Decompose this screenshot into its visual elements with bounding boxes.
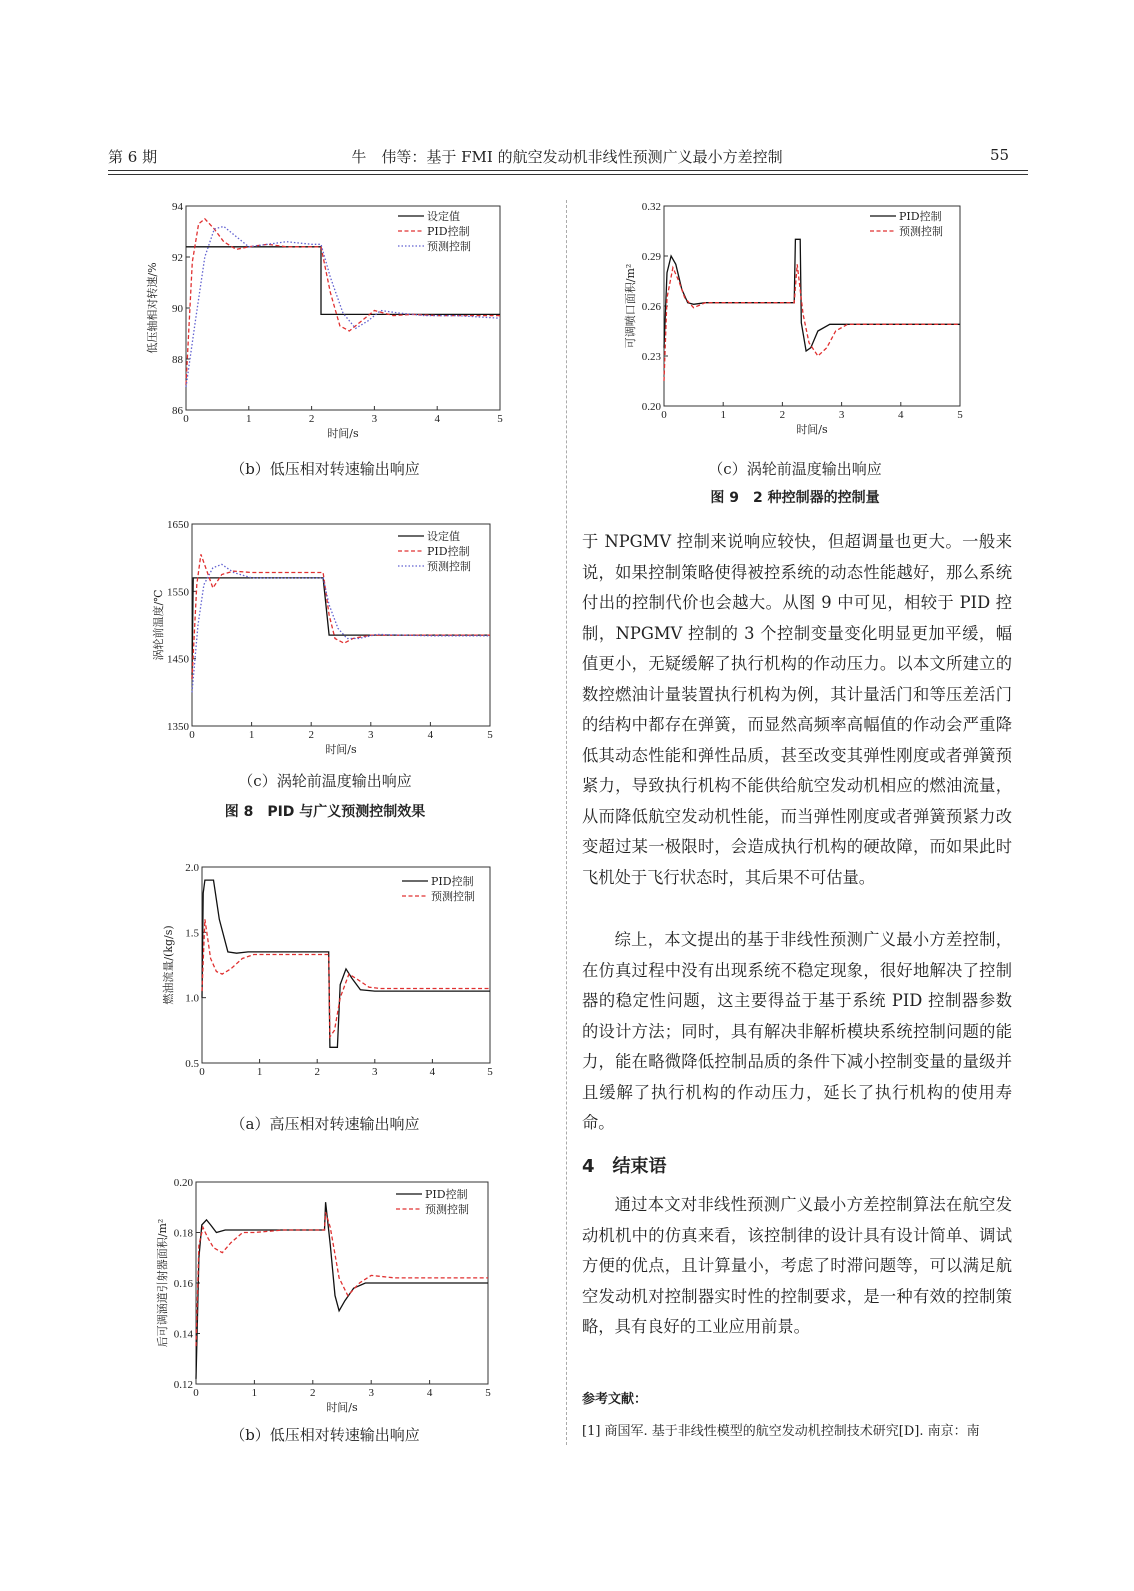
figure-8b-low-pressure-speed	[140, 196, 510, 446]
figure-9a-fuel-flow	[150, 857, 510, 1085]
figure-9a-caption: （a）高压相对转速输出响应	[230, 1115, 420, 1133]
y-tick-label: 0.5	[185, 1058, 199, 1070]
chart-svg	[150, 857, 510, 1085]
figure-9b-caption: （b）低压相对转速输出响应	[230, 1426, 420, 1444]
x-tick-label: 1	[246, 413, 252, 425]
chart-svg	[140, 514, 510, 762]
x-tick-label: 0	[193, 1387, 199, 1399]
legend-label: PID控制	[427, 225, 470, 238]
series-line	[196, 1212, 488, 1346]
legend-label: PID控制	[425, 1188, 468, 1201]
x-tick-label: 3	[371, 413, 378, 425]
body-paragraph-2	[582, 925, 1012, 1139]
figure-9c-nozzle-area	[610, 196, 980, 442]
y-tick-label: 1.0	[185, 992, 199, 1005]
figure-8-title: 图 8 PID 与广义预测控制效果	[224, 804, 426, 820]
legend-label: 预测控制	[427, 240, 471, 253]
x-tick-label: 0	[661, 409, 667, 421]
issue-number: 第 6 期	[108, 148, 158, 166]
y-tick-label: 1650	[167, 519, 189, 531]
page-number: 55	[990, 146, 1010, 164]
y-axis-label: 燃油流量/(kg/s)	[162, 925, 175, 1005]
series-line	[186, 247, 500, 315]
x-tick-label: 3	[368, 1387, 374, 1399]
y-tick-label: 0.16	[173, 1278, 193, 1290]
figure-9b-bypass-area	[140, 1172, 510, 1420]
x-tick-label: 1	[248, 729, 255, 741]
y-tick-label: 86	[172, 405, 183, 417]
figure-9-title: 图 9 2 种控制器的控制量	[710, 490, 880, 506]
x-tick-label: 5	[487, 1066, 493, 1078]
legend-label: PID控制	[431, 875, 474, 888]
x-tick-label: 2	[314, 1066, 320, 1078]
x-tick-label: 4	[429, 1066, 436, 1078]
x-tick-label: 0	[189, 729, 195, 741]
y-axis-label: 可调喷口面积/m²	[624, 263, 637, 349]
reference-1: [1] 商国军. 基于非线性模型的航空发动机控制技术研究[D]. 南京：南	[582, 1424, 980, 1439]
y-tick-label: 94	[172, 201, 183, 213]
x-tick-label: 3	[368, 729, 374, 741]
y-tick-label: 1350	[167, 721, 189, 733]
figure-9c-caption: （c）涡轮前温度输出响应	[708, 460, 882, 478]
body-paragraph-1	[582, 527, 1012, 893]
legend-label: PID控制	[899, 210, 942, 223]
y-tick-label: 1550	[167, 586, 189, 599]
x-tick-label: 4	[427, 729, 434, 741]
running-title: 牛 伟等：基于 FMI 的航空发动机非线性预测广义最小方差控制	[351, 148, 783, 166]
x-tick-label: 4	[426, 1387, 433, 1399]
x-tick-label: 0	[199, 1066, 205, 1078]
x-axis-label: 时间/s	[327, 427, 359, 440]
x-tick-label: 3	[838, 409, 845, 421]
x-tick-label: 1	[251, 1387, 258, 1399]
y-tick-label: 88	[172, 354, 183, 366]
x-axis-label: 时间/s	[326, 1401, 358, 1414]
x-axis-label: 时间/s	[325, 743, 357, 756]
y-tick-label: 0.20	[641, 401, 661, 413]
references-heading: 参考文献：	[582, 1392, 648, 1407]
y-tick-label: 0.26	[641, 301, 661, 313]
y-tick-label: 0.23	[641, 351, 661, 363]
y-axis-label: 涡轮前温度/℃	[152, 589, 165, 661]
y-tick-label: 1450	[167, 653, 189, 666]
x-tick-label: 1	[720, 409, 726, 421]
x-tick-label: 5	[487, 729, 493, 741]
legend-label: 预测控制	[425, 1203, 469, 1216]
legend-label: 设定值	[427, 210, 460, 223]
x-tick-label: 4	[434, 413, 440, 425]
body-paragraph-3	[582, 1190, 1012, 1343]
y-axis-label: 低压轴相对转速/%	[146, 262, 159, 354]
y-tick-label: 2.0	[185, 862, 199, 874]
header-rule	[108, 170, 1028, 171]
x-tick-label: 1	[256, 1066, 263, 1078]
x-tick-label: 2	[308, 729, 314, 741]
series-line	[202, 880, 490, 1047]
legend-label: 预测控制	[431, 890, 475, 903]
series-line	[192, 578, 490, 679]
y-tick-label: 92	[172, 252, 183, 264]
y-tick-label: 1.5	[185, 927, 199, 940]
x-axis-label: 时间/s	[796, 423, 828, 436]
x-tick-label: 2	[779, 409, 786, 421]
y-tick-label: 90	[172, 303, 183, 315]
chart-svg	[140, 196, 510, 446]
legend-label: 设定值	[427, 530, 460, 543]
chart-svg	[610, 196, 980, 442]
x-tick-label: 4	[898, 409, 904, 421]
y-tick-label: 0.29	[641, 251, 661, 263]
x-tick-label: 2	[308, 413, 315, 425]
series-line	[196, 1202, 488, 1379]
legend-label: PID控制	[427, 545, 470, 558]
figure-8b-caption: （b）低压相对转速输出响应	[230, 460, 420, 478]
series-line	[192, 564, 490, 692]
x-tick-label: 3	[372, 1066, 378, 1078]
y-tick-label: 0.12	[173, 1379, 193, 1391]
column-separator	[566, 200, 567, 1445]
y-tick-label: 0.14	[173, 1328, 193, 1341]
series-line	[664, 239, 960, 351]
x-tick-label: 5	[485, 1387, 491, 1399]
figure-8c-caption: （c）涡轮前温度输出响应	[238, 772, 412, 790]
legend-label: 预测控制	[427, 560, 471, 573]
header-rule-thin	[108, 174, 1028, 175]
series-line	[664, 264, 960, 381]
y-tick-label: 0.20	[173, 1177, 193, 1189]
series-line	[202, 919, 490, 1037]
x-tick-label: 2	[310, 1387, 316, 1399]
x-tick-label: 5	[957, 409, 963, 421]
paragraph-text: 综上，本文提出的基于非线性预测广义最小方差控制，在仿真过程中没有出现系统不稳定现象，很好地解决了控制器的稳定性问题，这主要得益于基于系统 PID 控制器参数的设计方法；同时，具有解决非解析模块系统控制问题的能力，能在略微降低控制品质的条件下减小控制变量的量级并且缓解了执行机构的作动压力，延长了执行机构的使用寿命。	[582, 930, 1012, 1132]
x-tick-label: 0	[183, 413, 189, 425]
section-heading-conclusion: 4 结束语	[582, 1156, 667, 1177]
y-axis-label: 后可调涵道引射器面积/m²	[156, 1218, 169, 1348]
chart-svg	[140, 1172, 510, 1420]
y-tick-label: 0.32	[641, 201, 661, 213]
figure-8c-turbine-temperature	[140, 514, 510, 762]
x-tick-label: 5	[497, 413, 503, 425]
paragraph-text: 于 NPGMV 控制来说响应较快，但超调量也更大。一般来说，如果控制策略使得被控系统的动态性能越好，那么系统付出的控制代价也会越大。从图 9 中可见，相较于 PID 控制，NPGMV 控制的 3 个控制变量变化明显更加平缓，幅值更小，无疑缓解了执行机构的作动压力。以本文所建立的数控燃油计量装置执行机构为例，其计量活门和等压差活门的结构中都存在弹簧，而显然高频率高幅值的作动会严重降低其动态性能和弹性品质，甚至改变其弹性刚度或者弹簧预紧力，导致执行机构不能供给航空发动机相应的燃油流量，从而降低航空发动机性能，而当弹性刚度或者弹簧预紧力改变超过某一极限时，会造成执行机构的硬故障，而如果此时飞机处于飞行状态时，其后果不可估量。	[582, 532, 1012, 887]
paragraph-text: 通过本文对非线性预测广义最小方差控制算法在航空发动机机中的仿真来看，该控制律的设计具有设计简单、调试方便的优点，且计算量小，考虑了时滞问题等，可以满足航空发动机对控制器实时性的控制要求，是一种有效的控制策略，具有良好的工业应用前景。	[582, 1195, 1012, 1336]
legend-label: 预测控制	[899, 225, 943, 238]
y-tick-label: 0.18	[173, 1227, 193, 1240]
